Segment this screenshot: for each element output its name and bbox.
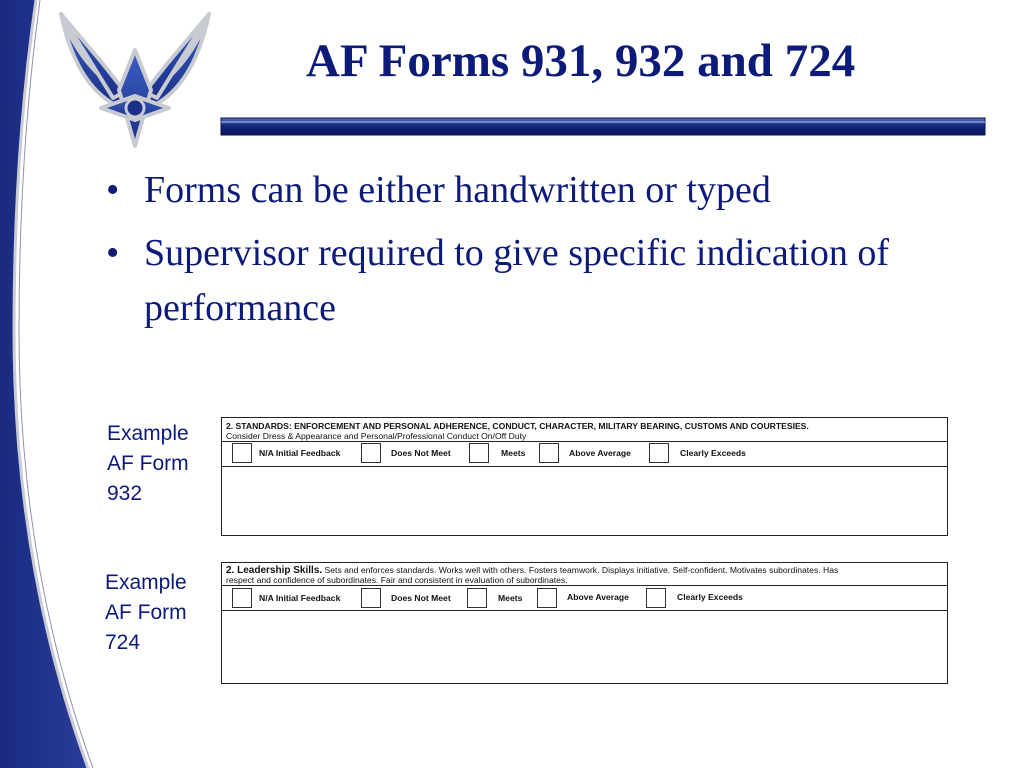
bullet-text: Forms can be either handwritten or typed: [144, 169, 771, 211]
example-label-line: 932: [107, 482, 143, 505]
checkbox: [361, 443, 381, 463]
checkbox: [361, 588, 381, 608]
checkbox: [537, 588, 557, 608]
checkbox: [649, 443, 669, 463]
example-724-label: [105, 568, 187, 658]
checkbox: [467, 588, 487, 608]
checkbox: [539, 443, 559, 463]
checkbox: [232, 588, 252, 608]
bullet-dot: •: [106, 169, 120, 211]
option-meets: Meets: [501, 448, 526, 458]
option-does-not-meet: Does Not Meet: [391, 448, 451, 458]
checkbox: [469, 443, 489, 463]
example-label-line: Example: [107, 422, 189, 445]
form-724-heading: 2. Leadership Skills. Sets and enforces standards. Works well with others. Fosters teamwork. Displays initiative. Self-confident. Motivates subordinates. Has: [226, 565, 839, 576]
checkbox: [232, 443, 252, 463]
bullet-list: [104, 163, 964, 344]
bullet-dot: •: [106, 232, 120, 274]
option-meets: Meets: [498, 593, 523, 603]
example-label-line: 724: [105, 631, 141, 654]
form-divider: [222, 441, 947, 442]
checkbox: [646, 588, 666, 608]
form-932-image: [221, 417, 948, 536]
slide-title: AF Forms 931, 932 and 724: [306, 35, 856, 87]
form-divider: [222, 610, 947, 611]
example-label-line: Example: [105, 571, 187, 594]
bullet-item: [104, 163, 964, 218]
bullet-item: [104, 226, 964, 336]
option-above-average: Above Average: [567, 592, 629, 602]
form-724-image: [221, 562, 948, 684]
option-na-initial-feedback: N/A Initial Feedback: [259, 448, 341, 458]
example-label-line: AF Form: [107, 452, 189, 475]
form-932-heading: 2. STANDARDS: ENFORCEMENT AND PERSONAL ADHERENCE, CONDUCT, CHARACTER, MILITARY BEARING, CUSTOMS AND COURTESIES.: [226, 421, 809, 431]
example-932-label: [107, 419, 189, 509]
form-932-subheading: Consider Dress & Appearance and Personal/Professional Conduct On/Off Duty: [226, 431, 527, 441]
form-divider: [222, 466, 947, 467]
option-clearly-exceeds: Clearly Exceeds: [680, 448, 746, 458]
bullet-text: Supervisor required to give specific indication of performance: [144, 232, 890, 329]
example-label-line: AF Form: [105, 601, 187, 624]
form-divider: [222, 585, 947, 586]
form-724-heading-line2: respect and confidence of subordinates. Fair and consistent in evaluation of subordinates.: [226, 575, 568, 585]
air-force-wings-emblem-icon: [55, 8, 215, 153]
option-na-initial-feedback: N/A Initial Feedback: [259, 593, 341, 603]
option-does-not-meet: Does Not Meet: [391, 593, 451, 603]
option-above-average: Above Average: [569, 448, 631, 458]
option-clearly-exceeds: Clearly Exceeds: [677, 592, 743, 602]
